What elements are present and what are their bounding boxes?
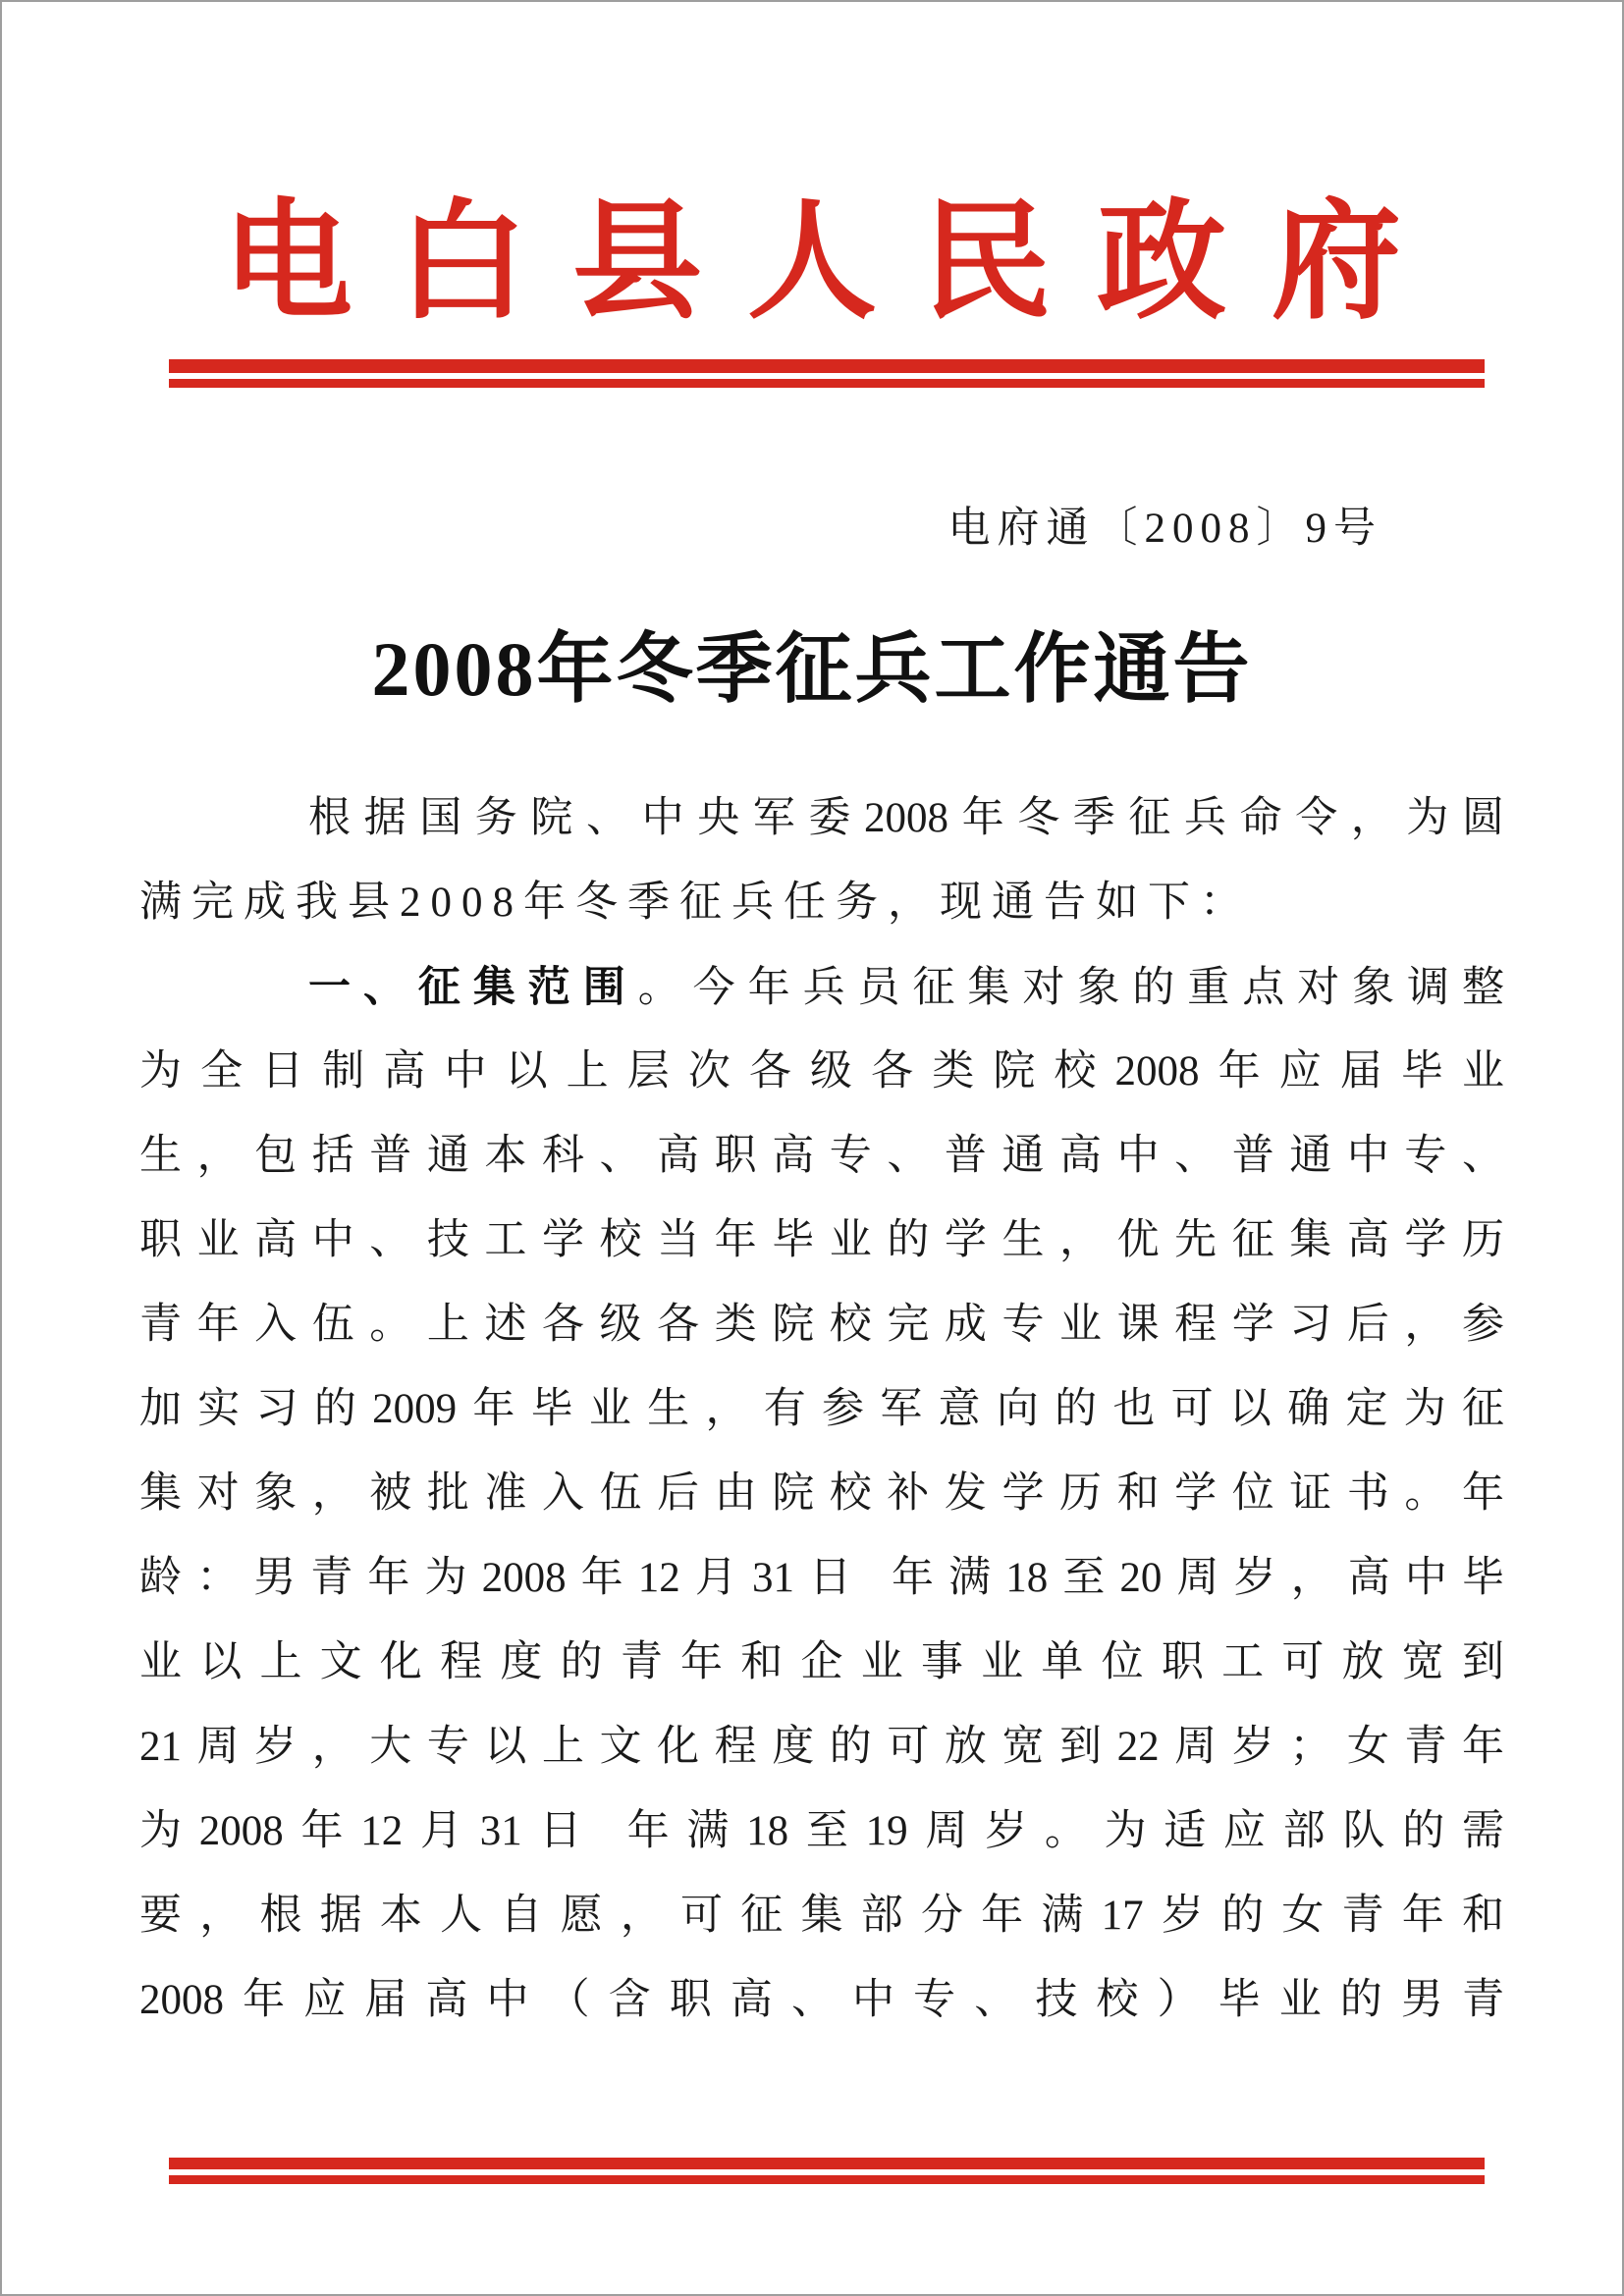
body-line (139, 1536, 1504, 1621)
body-line-text: 为全日制高中以上层次各级各类院校2008年应届毕业 (139, 1048, 1504, 1095)
body-line (139, 1452, 1504, 1536)
body-line (139, 1789, 1504, 1874)
body-line-text: 加实习的2009年毕业生，有参军意向的也可以确定为征 (139, 1386, 1504, 1432)
body-line-text: 21周岁，大专以上文化程度的可放宽到22周岁；女青年 (139, 1724, 1504, 1770)
body-line (139, 945, 1504, 1030)
body-line-text: 满完成我县2008年冬季征兵任务，现通告如下： (139, 880, 1252, 926)
footer-separator-thick (169, 2158, 1485, 2169)
body-line-text: 。今年兵员征集对象的重点对象调整 (637, 965, 1505, 1011)
body-line (139, 1705, 1504, 1789)
body-line (139, 1367, 1504, 1452)
body-line (139, 1621, 1504, 1705)
body-line (139, 1874, 1504, 1958)
body-line (139, 1283, 1504, 1367)
body-line-text: 业以上文化程度的青年和企业事业单位职工可放宽到 (139, 1639, 1504, 1685)
body-line-text: 为2008年12月31日 年满18至19周岁。为适应部队的需 (139, 1808, 1504, 1854)
body-line-text: 要，根据本人自愿，可征集部分年满17岁的女青年和 (139, 1893, 1504, 1939)
footer-separator-thin (169, 2175, 1485, 2184)
body-line-section-heading: 一、征集范围 (308, 964, 638, 1011)
body-line (139, 1114, 1504, 1199)
body-line-text: 职业高中、技工学校当年毕业的学生，优先征集高学历 (139, 1217, 1504, 1263)
body-line (139, 1958, 1504, 2043)
body-line (139, 1199, 1504, 1283)
body-line-text: 根据国务院、中央军委2008年冬季征兵命令，为圆 (308, 795, 1504, 841)
body-line-text: 青年入伍。上述各级各类院校完成专业课程学习后，参 (139, 1302, 1504, 1348)
body-line-text: 2008年应届高中（含职高、中专、技校）毕业的男青 (139, 1977, 1504, 2023)
body-line-text: 生，包括普通本科、高职高专、普通高中、普通中专、 (139, 1133, 1504, 1179)
document-reference-number: 电府通〔2008〕9号 (947, 506, 1382, 552)
body-line-text: 集对象，被批准入伍后由院校补发学历和学位证书。年 (139, 1470, 1504, 1517)
body-line (139, 1030, 1504, 1114)
document-title: 2008年冬季征兵工作通告 (371, 626, 1253, 712)
header-separator-thick (169, 359, 1485, 373)
document-body (139, 776, 1504, 2043)
body-line (139, 861, 1504, 945)
government-header-title: 电白县人民政府 (223, 190, 1446, 335)
body-line (139, 776, 1504, 861)
header-separator-thin (169, 379, 1485, 388)
body-line-text: 龄：男青年为2008年12月31日 年满18至20周岁，高中毕 (139, 1555, 1504, 1601)
